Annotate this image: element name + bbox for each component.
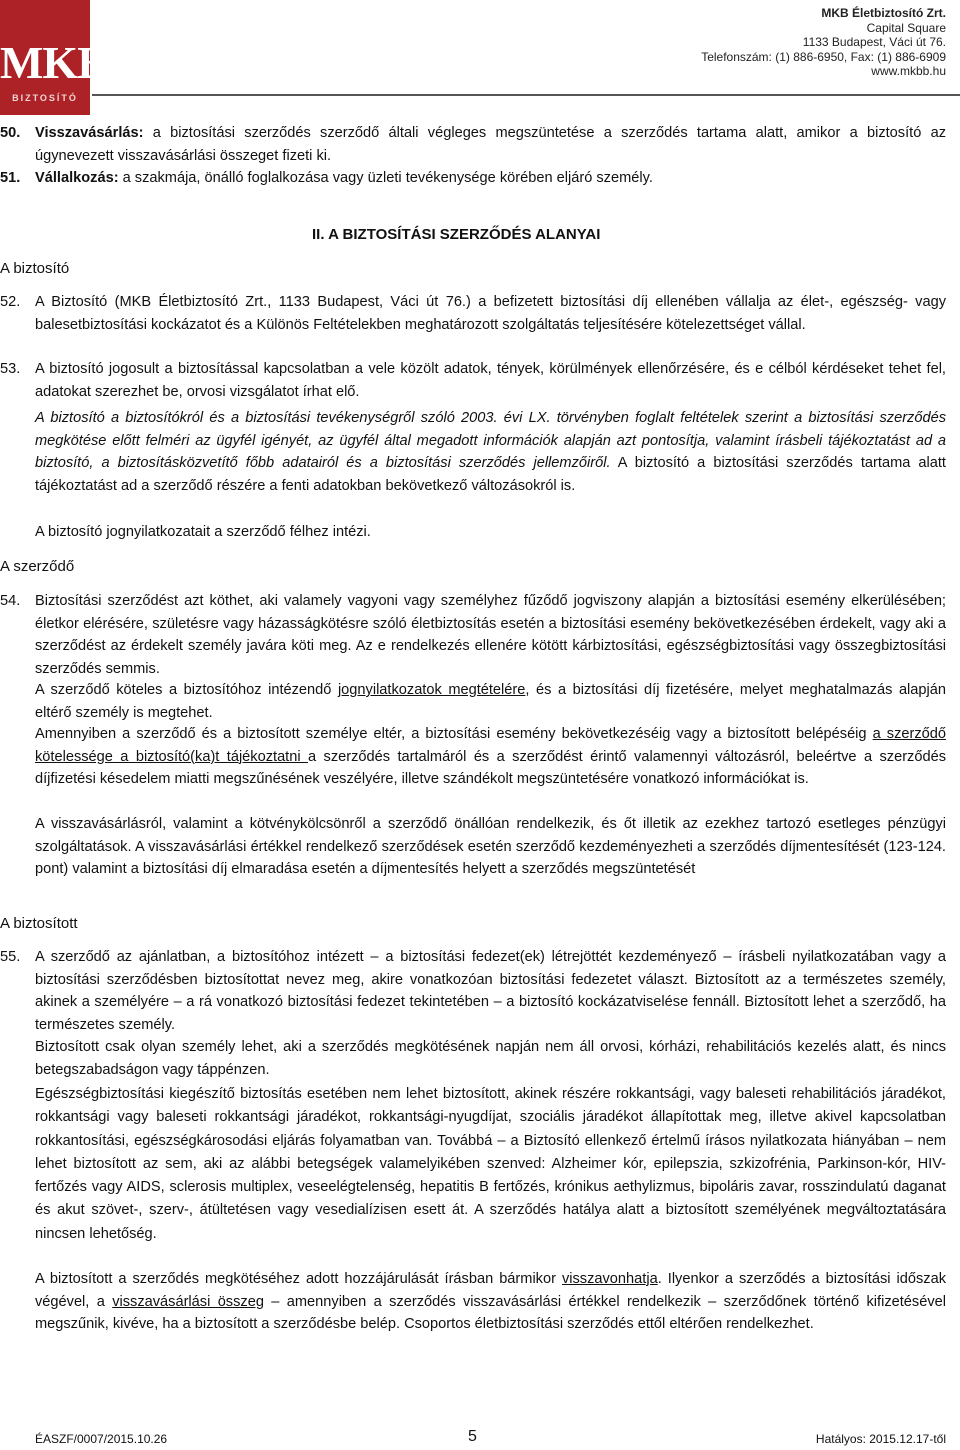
paragraph-number: 54. (0, 593, 21, 609)
paragraph-55 (0, 946, 946, 1036)
logo-text: MKB (0, 37, 107, 88)
consent-text-end: – amennyiben a szerződés visszavásárlási értékkel rendelkezik – szerződőnek történő kifizetésével megszűnik, kivéve, ha a biztosított a szerződésbe belép. Csoportos életbiztosítási szerződés ettől eltérően rendelkezhet. (35, 1293, 946, 1332)
consent-text: A biztosított a szerződés megkötéséhez adott hozzájárulását írásban bármikor (35, 1271, 562, 1287)
label-insured: A biztosított (0, 915, 78, 932)
definition-51 (0, 167, 946, 190)
consent-underlined-revoke: visszavonhatja (561, 1271, 658, 1287)
paragraph-text: A biztosító jogosult a biztosítással kapcsolatban a vele közölt adatok, tények, körülmények ellenőrzésére, és e célból kérdéseket tehet fel, adatokat szerezhet be, orvosi vizsgálatot írhat elő. (35, 361, 946, 400)
paragraph-55-consent (35, 1268, 946, 1336)
definition-term: Vállalkozás: (35, 170, 119, 186)
footer-doc-id: ÉASZF/0007/2015.10.26 (35, 1432, 168, 1446)
footer-effective-date: Hatályos: 2015.12.17-től (815, 1432, 946, 1446)
obligation-text: A szerződő köteles a biztosítóhoz intézendő (35, 682, 338, 698)
paragraph-54-obligation (35, 679, 946, 724)
company-address-2: 1133 Budapest, Váci út 76. (802, 35, 946, 49)
info-italic-text: A biztosító a biztosítókról és a biztosítási tevékenységről szóló 2003. évi LX. törvényben foglalt feltételek szerint a biztosítási szerződés megkötése előtt felméri az ügyfél igényét, az ügyfél által megadott információk alapján azt pontosítja, valamint írásbeli tájékoztatást ad a biztosító, a biztosításközvetítő főbb adatairól és a biztosítási szerződés jellemzőiről. (35, 410, 946, 471)
obligation-text-end: , és a biztosítási díj fizetésére, melyet meghatalmazás alapján eltérő személy is megtehet. (35, 682, 947, 721)
consent-text-mid: . Ilyenkor a szerződés a biztosítási időszak végével, a (35, 1271, 946, 1310)
definition-50 (0, 122, 946, 167)
paragraph-54-different-persons (35, 723, 946, 791)
consent-underlined-surrender: visszavásárlási összeg (112, 1293, 264, 1310)
paragraph-54-surrender: A visszavásárlásról, valamint a kötvénykölcsönről a szerződő önállóan rendelkezik, és őt illetik az ezekhez tartozó esetleges pénzügyi szolgáltatások. A visszavásárlási értékkel rendelkező szerződések esetén szerződő kezdeményezheti a szerződés díjmentesítését (123-124. pont) valamint a biztosítási díj elmaradása esetén a díjmentesítés helyett a szerződés megszüntetését (35, 816, 946, 877)
company-info (701, 6, 946, 79)
paragraph-53 (0, 358, 946, 403)
company-web: www.mkbb.hu (871, 64, 946, 78)
paragraph-53-info (35, 407, 946, 497)
definition-number: 50. (0, 125, 21, 141)
paragraph-54 (0, 590, 946, 680)
paragraph-text: A Biztosító (MKB Életbiztosító Zrt., 1133 Budapest, Váci út 76.) a befizetett biztosítási díj ellenében vállalja az élet-, egészség- vagy balesetbiztosítási kockázatot és a Különös Feltételekben meghatározott szolgáltatás teljesítésére kötelezettséget vállal. (35, 294, 946, 333)
paragraph-55-eligibility: Biztosított csak olyan személy lehet, aki a szerződés megkötésének napján nem áll orvosi, kórházi, rehabilitációs kezelés alatt, és nincs betegszabadságon vagy táppénzen. (35, 1039, 946, 1078)
different-text-end: a szerződés tartalmáról és a szerződést érintő valamennyi változásról, beleértve a szerződés díjfizetési késedelem miatti megszűnésének veszélyére, illetve szándékolt megszüntetésére vonatkozó információkat is. (35, 748, 946, 787)
info-text: A biztosító a biztosítási szerződés tartama alatt tájékoztatást ad a szerződő részére a fenti adatokban bekövetkező változásokról is. (35, 455, 946, 494)
paragraph-text: Biztosítási szerződést azt köthet, aki valamely vagyoni vagy személyhez fűződő jogviszony alapján a biztosítási esemény elkerülésében; életkor elérésére, születésre vagy házasságkötésre szóló életbiztosítás esetén a biztosítási esemény bekövetkezésében érdekelt, vagy aki a szerződést az érdekelt személy javára köti meg. Az e rendelkezés ellenére kötött kárbiztosítási, egészségbiztosítási vagy összegbiztosítási szerződés semmis. (35, 593, 946, 677)
header-divider (92, 94, 960, 96)
paragraph-53-declarations: A biztosító jognyilatkozatait a szerződő félhez intézi. (35, 524, 371, 540)
paragraph-number: 52. (0, 294, 21, 310)
section-title: II. A BIZTOSÍTÁSI SZERZŐDÉS ALANYAI (312, 226, 601, 243)
paragraph-55-health: Egészségbiztosítási kiegészítő biztosítás esetében nem lehet biztosított, akinek részére rokkantsági, vagy baleseti rehabilitációs járadékot, rokkantsági vagy baleseti rokkantsági járadékot, rokkantsági-nyugdíjat, szociális járadékot állapítottak meg, illetve akivel kapcsolatban rokkantosítási, egészségkárosodási eljárás folyamatban van. Továbbá – a Biztosító ellenkező értelmű írásos nyilatkozata hiányában – nem lehet biztosított az sem, aki az alábbi betegségek valamelyikében szenved: Alzheimer kór, epilepszia, szkizofrénia, Parkinson-kór, HIV-fertőzés vagy AIDS, sclerosis multiplex, veseelégtelenség, hepatitis B fertőzés, krónikus aethylizmus, bipoláris zavar, rosszindulatú daganat és akut szövet-, szerv-, átültetésen vagy vesedialízisen esett át. A szerződés hatálya alatt a biztosított személyének megváltoztatására nincsen lehetőség. (35, 1086, 946, 1242)
company-address-1: Capital Square (866, 20, 946, 35)
different-text: Amennyiben a szerződő és a biztosított személye eltér, a biztosítási esemény bekövetkezéséig vagy a biztosított belépéséig (35, 726, 873, 742)
paragraph-text: A szerződő az ajánlatban, a biztosítóhoz intézett – a biztosítási fedezet(ek) létrejöttét kezdeményező – írásbeli nyilatkozatában vagy a biztosítási szerződésben biztosítottat nevez meg, akire vonatkozóan biztosítási fedezetet választ. Biztosított az a természetes személy, akinek a személyére – a rá vonatkozó biztosítási fedezet tekintetében – a biztosító kockázatviselése fennáll. Biztosított lehet a szerződő, ha természetes személy. (35, 949, 946, 1033)
page-number: 5 (468, 1428, 477, 1445)
definition-text: a szakmája, önálló foglalkozása vagy üzleti tevékenysége körében eljáró személy. (118, 170, 653, 186)
paragraph-number: 53. (0, 361, 21, 377)
company-name: MKB Életbiztosító Zrt. (821, 6, 946, 20)
company-phone: Telefonszám: (1) 886-6950, Fax: (1) 886-6909 (701, 49, 946, 64)
label-contractor: A szerződő (0, 558, 75, 575)
different-underlined: a szerződő kötelessége a biztosító(ka)t tájékoztatni (35, 726, 947, 765)
definition-text: a biztosítási szerződés szerződő általi végleges megszüntetése a szerződés tartama alatt, amikor a biztosító az úgynevezett visszavásárlási összeget fizeti ki. (35, 125, 946, 164)
definition-number: 51. (0, 170, 21, 186)
paragraph-52 (0, 291, 946, 336)
mkb-logo (0, 0, 107, 115)
definition-term: Visszavásárlás: (35, 125, 144, 141)
obligation-underlined: jognyilatkozatok megtételére (337, 682, 526, 698)
logo-subtext: BIZTOSÍTÓ (12, 93, 78, 103)
paragraph-number: 55. (0, 949, 21, 965)
label-insurer: A biztosító (0, 260, 70, 277)
